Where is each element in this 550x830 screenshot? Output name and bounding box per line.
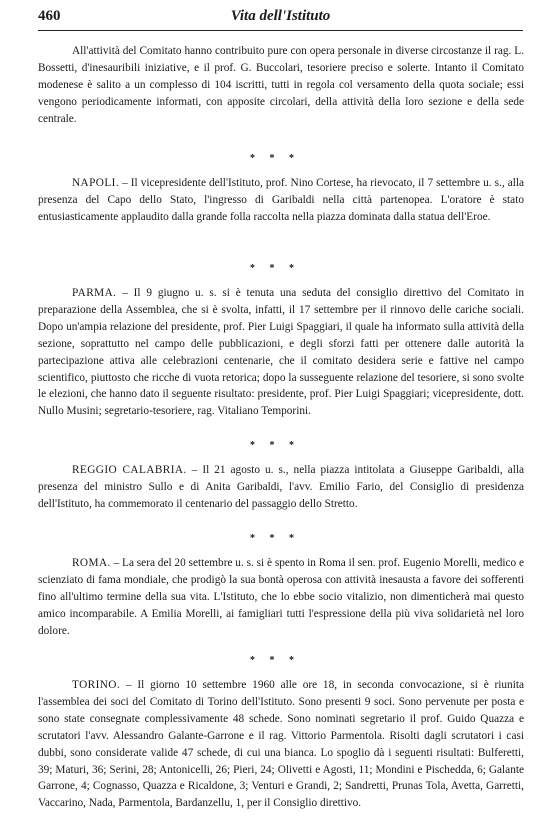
paragraph-text: – Il 9 giugno u. s. si è tenuta una seduta del consiglio direttivo del Comitato in preparazione della Assemblea, che si è svolta, infatti, il 17 settembre per il rinnovo delle cariche sociali. Dopo un'ampia relazione del presidente, prof. Pier Luigi Spaggiari, il quale ha informato sulla attività della sezione, soprattutto nel campo delle pubblicazioni, e degli sforzi fatti per ottenere dalle autorità la partecipazione attiva alle celebrazioni centenarie, che il comitato desidera serie e fattive nel campo scientifico, piuttosto che ricche di vuota retorica; dopo la susseguente relazione del tesoriere, si sono svolte le elezioni, che hanno dato il seguente risultato: presidente, prof. Pier Luigi Spaggiari; vicepresidente, dott. Nullo Musini; segretario-tesoriere, rag. Vitaliano Temporini.	[38, 287, 525, 418]
paragraph-modena	[38, 43, 524, 128]
paragraph-torino	[38, 677, 524, 812]
paragraph-text: – La sera del 20 settembre u. s. si è spento in Roma il sen. prof. Eugenio Morelli, medico e scienziato di fama mondiale, che prodigò la sua bontà operosa con attività inesausta a favore dei sofferenti fino all'ultimo termine della sua vita. L'Istituto, che lo ebbe socio vitalizio, non dimenticherà mai questo amico incomparabile. A Emilia Morelli, ai famigliari tutti l'espressione della più viva solidarietà nel loro dolore.	[38, 557, 524, 637]
paragraph-text: – Il vicepresidente dell'Istituto, prof. Nino Cortese, ha rievocato, il 7 settembre u. s., alla presenza del Capo dello Stato, l'ingresso di Garibaldi nella città partenopea. L'oratore è stato entusiasticamente applaudito dalla grande folla raccolta nella piazza dominata dalla statua dell'Eroe.	[38, 177, 524, 223]
section-heading: TORINO.	[72, 679, 121, 691]
section-heading: REGGIO CALABRIA.	[72, 464, 187, 476]
section-separator: * * *	[250, 153, 300, 164]
paragraph-napoli	[38, 175, 524, 226]
section-heading: NAPOLI.	[72, 177, 120, 189]
section-heading: PARMA.	[72, 287, 117, 299]
page-number: 460	[38, 8, 61, 24]
section-separator: * * *	[250, 440, 300, 451]
paragraph-parma	[38, 285, 524, 420]
section-separator: * * *	[250, 655, 300, 666]
section-heading: ROMA.	[72, 557, 111, 569]
paragraph-roma	[38, 555, 524, 640]
running-header	[38, 6, 523, 31]
paragraph-reggio-calabria	[38, 462, 524, 513]
paragraph-text: All'attività del Comitato hanno contribuito pure con opera personale in diverse circostanze il rag. L. Bossetti, d'inesauribili iniziative, e il prof. G. Buccolari, tesoriere preciso e solerte. Intanto il Comitato modenese è salito a un complesso di 104 iscritti, tutti in regola col versamento della quota sociale; essi vengono periodicamente informati, con apposite circolari, della attività della loro sezione e della sede centrale.	[38, 45, 524, 125]
section-separator: * * *	[250, 533, 300, 544]
paragraph-text: – Il 21 agosto u. s., nella piazza intitolata a Giuseppe Garibaldi, alla presenza del ministro Sullo e di Anita Garibaldi, l'avv. Emilio Fario, del Consiglio di presidenza dell'Istituto, ha commemorato il centenario del passaggio dello Stretto.	[38, 464, 525, 510]
paragraph-text: – Il giorno 10 settembre 1960 alle ore 18, in seconda convocazione, si è riunita l'assemblea dei soci del Comitato di Torino dell'Istituto. Sono presenti 9 soci. Sono pervenute per posta e sono state consegnate complessivamente 48 schede. Sono nominati segretario il prof. Guido Quazza e scrutatori l'avv. Alessandro Galante-Garrone e il rag. Vittorio Parmentola. Risolti dagli scrutatori i casi dubbi, sono considerate valide 47 schede, di cui una bianca. Lo spoglio dà i seguenti risultati: Bulferetti, 39; Maturi, 36; Serini, 28; Antonicelli, 26; Pieri, 24; Olivetti e Agosti, 11; Mondini e Pischedda, 6; Galante Garrone, 4; Cognasso, Quazza e Ricaldone, 3; Venturi e Grandi, 2; Sandretti, Prunas Tola, Avetta, Garretti, Vaccarino, Nada, Parmentola, Bardanzellu, 1, per il Consiglio direttivo.	[38, 679, 524, 810]
section-separator: * * *	[250, 263, 300, 274]
running-title: Vita dell'Istituto	[230, 8, 331, 24]
